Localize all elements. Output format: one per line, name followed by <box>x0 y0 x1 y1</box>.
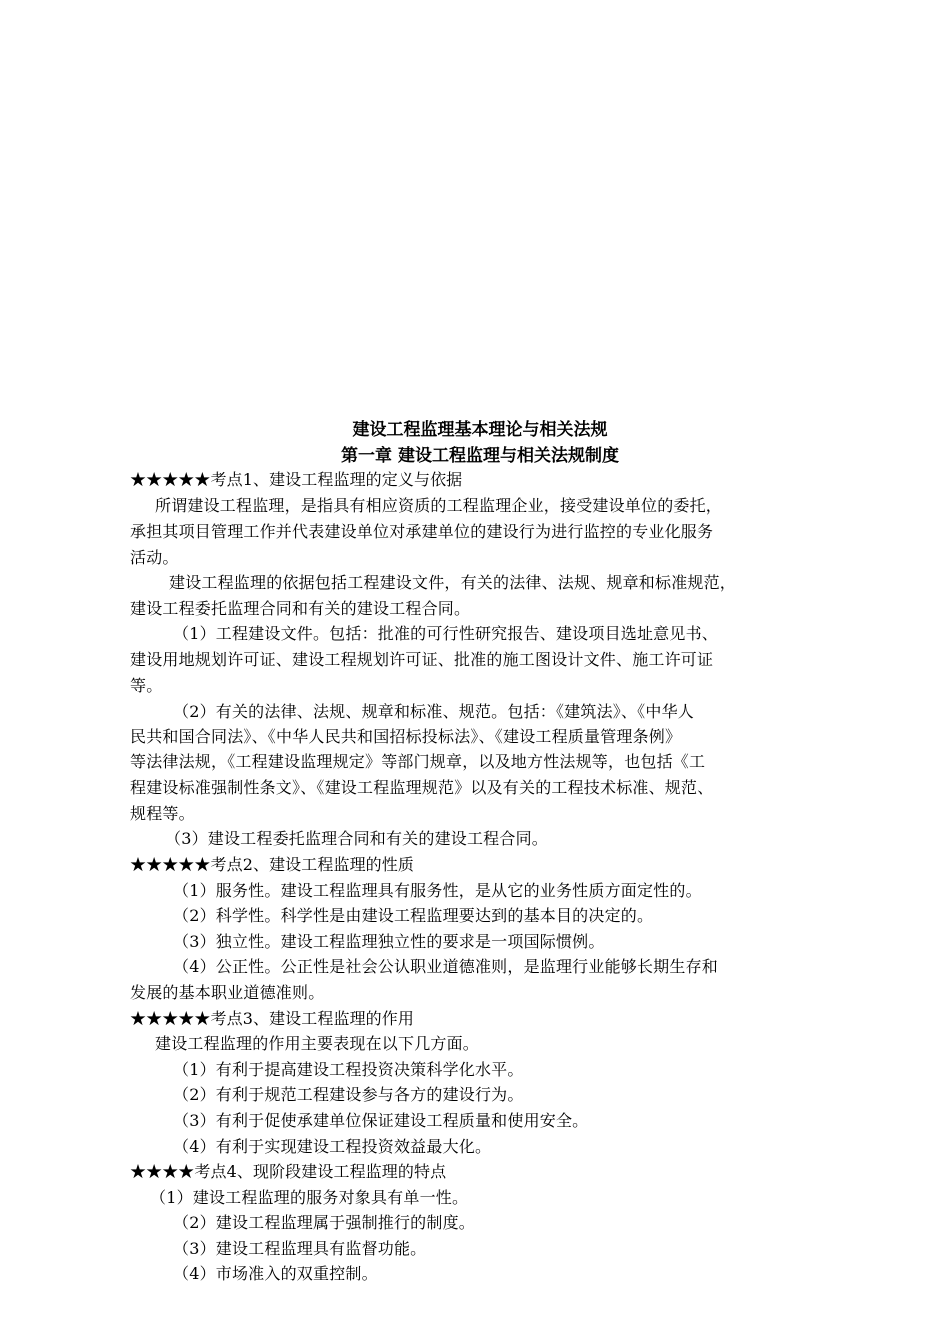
list-item: （3）建设工程监理具有监督功能。 <box>173 1239 427 1258</box>
list-item: （4）市场准入的双重控制。 <box>173 1264 378 1283</box>
list-item: （1）工程建设文件。包括：批准的可行性研究报告、建设项目选址意见书、 <box>173 624 718 643</box>
list-item: （2）建设工程监理属于强制推行的制度。 <box>173 1213 475 1232</box>
list-item: （4）有利于实现建设工程投资效益最大化。 <box>173 1137 492 1156</box>
section-heading: ★★★★考点4、现阶段建设工程监理的特点 <box>130 1162 447 1181</box>
section-heading: ★★★★★考点3、建设工程监理的作用 <box>130 1009 414 1028</box>
paragraph-line: 民共和国合同法》、《中华人民共和国招标投标法》、《建设工程质量管理条例》 <box>130 727 682 746</box>
paragraph-line: 活动。 <box>130 548 179 567</box>
list-item: （3）独立性。建设工程监理独立性的要求是一项国际惯例。 <box>173 932 605 951</box>
paragraph-line: 等。 <box>130 676 163 695</box>
paragraph-line: 等法律法规，《工程建设监理规定》等部门规章，以及地方性法规等，也包括《工 <box>130 752 706 771</box>
list-item: （2）科学性。科学性是由建设工程监理要达到的基本目的决定的。 <box>173 906 654 925</box>
paragraph-line: 所谓建设工程监理，是指具有相应资质的工程监理企业，接受建设单位的委托， <box>155 496 723 515</box>
paragraph-line: 建设工程委托监理合同和有关的建设工程合同。 <box>130 599 471 618</box>
paragraph-line: 建设工程监理的作用主要表现在以下几方面。 <box>155 1034 480 1053</box>
paragraph-line: 建设工程监理的依据包括工程建设文件，有关的法律、法规、规章和标准规范， <box>169 573 737 592</box>
list-item: （1）有利于提高建设工程投资决策科学化水平。 <box>173 1060 524 1079</box>
paragraph-line: 发展的基本职业道德准则。 <box>130 983 325 1002</box>
paragraph-line: 规程等。 <box>130 804 195 823</box>
section-heading: ★★★★★考点1、建设工程监理的定义与依据 <box>130 470 463 489</box>
paragraph-line: 程建设标准强制性条文》、《建设工程监理规范》以及有关的工程技术标准、规范、 <box>130 778 714 797</box>
list-item: （3）建设工程委托监理合同和有关的建设工程合同。 <box>165 829 548 848</box>
paragraph-line: 建设用地规划许可证、建设工程规划许可证、批准的施工图设计文件、施工许可证 <box>130 650 714 669</box>
list-item: （4）公正性。公正性是社会公认职业道德准则，是监理行业能够长期生存和 <box>173 957 718 976</box>
section-heading: ★★★★★考点2、建设工程监理的性质 <box>130 855 414 874</box>
list-item: （3）有利于促使承建单位保证建设工程质量和使用安全。 <box>173 1111 589 1130</box>
list-item: （2）有关的法律、法规、规章和标准、规范。包括：《建筑法》、《中华人 <box>173 702 694 721</box>
document-title: 建设工程监理基本理论与相关法规 <box>352 420 608 440</box>
list-item: （1）服务性。建设工程监理具有服务性，是从它的业务性质方面定性的。 <box>173 881 702 900</box>
list-item: （2）有利于规范工程建设参与各方的建设行为。 <box>173 1085 524 1104</box>
chapter-title: 第一章 建设工程监理与相关法规制度 <box>341 446 619 466</box>
paragraph-line: 承担其项目管理工作并代表建设单位对承建单位的建设行为进行监控的专业化服务 <box>130 522 714 541</box>
list-item: （1）建设工程监理的服务对象具有单一性。 <box>150 1188 469 1207</box>
